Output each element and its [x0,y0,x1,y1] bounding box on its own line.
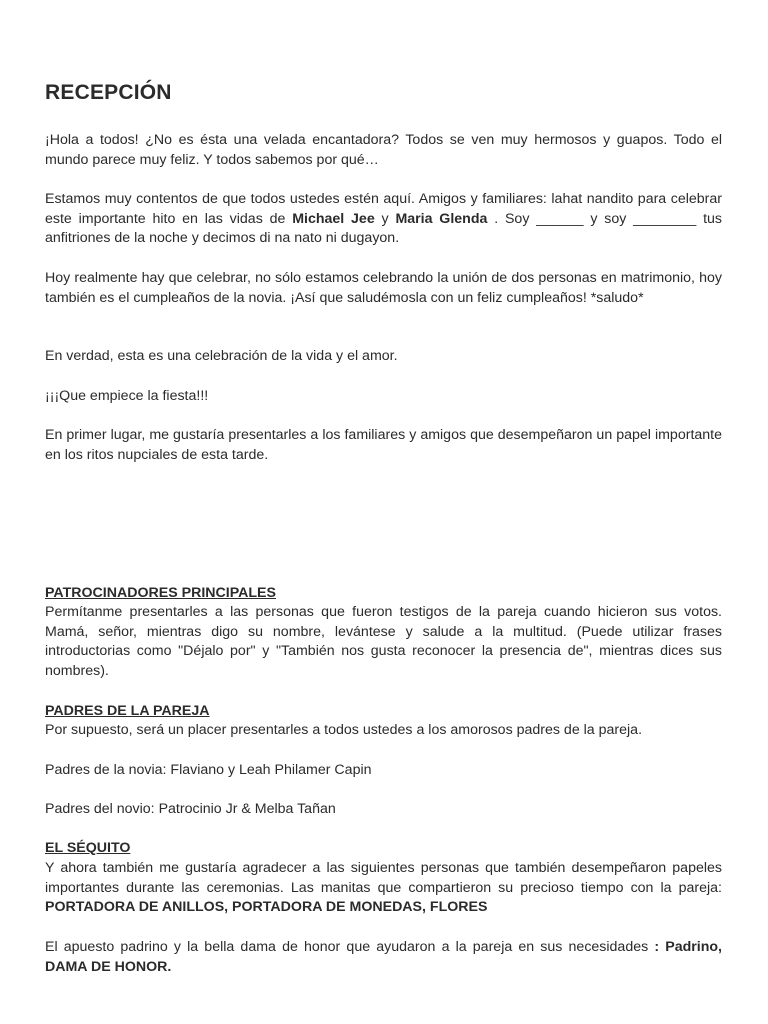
sponsors-paragraph: Permítanme presentarles a las personas que fueron testigos de la pareja cuando hicieron sus votos. Mamá, señor, mientras digo su nombre, levántese y salude a la multitud. (Puede utilizar frases introductorias como "Déjalo por" y "También nos gusta reconocer la presencia de", mientras dices sus nombres). [45,604,722,679]
sponsors-heading: PATROCINADORES PRINCIPALES [45,585,276,601]
intro-paragraph-5: ¡¡¡Que empiece la fiesta!!! [45,388,209,404]
parents-paragraph: Por supuesto, será un placer presentarles a todos ustedes a los amorosos padres de la pareja. [45,722,643,738]
conjunction: y [374,210,396,227]
groom-parents: Padres del novio: Patrocinio Jr & Melba Tañan [45,801,336,817]
bride-name: Maria Glenda [395,210,488,227]
intro-paragraph-2-end: . Soy ______ y soy ________ tus anfitriones de la noche y decimos di na nato ni dugayon. [45,210,723,247]
bride-parents: Padres de la novia: Flaviano y Leah Philamer Capin [45,762,372,778]
entourage-roles: PORTADORA DE ANILLOS, PORTADORA DE MONEDAS, FLORES [45,899,488,916]
parents-heading: PADRES DE LA PAREJA [45,703,210,719]
intro-paragraph-2 [45,190,722,249]
intro-paragraph-3: Hoy realmente hay que celebrar, no sólo estamos celebrando la unión de dos personas en matrimonio, hoy también es el cumpleaños de la novia. ¡Así que saludémosla con un feliz cumpleaños! *saludo* [45,270,722,306]
page-title: RECEPCIÓN [45,81,172,104]
groom-name: Michael Jee [292,210,375,227]
entourage-paragraph-2 [45,938,722,977]
entourage-roles-2: : Padrino, DAMA DE HONOR. [45,939,722,975]
intro-paragraph-4: En verdad, esta es una celebración de la vida y el amor. [45,348,398,364]
entourage-text: Y ahora también me gustaría agradecer a las siguientes personas que también desempeñaron papeles importantes durante las ceremonias. Las manitas que compartieron su precioso tiempo con la pareja: [45,860,722,896]
intro-paragraph-1: ¡Hola a todos! ¿No es ésta una velada encantadora? Todos se ven muy hermosos y guapos. Todo el mundo parece muy feliz. Y todos sabemos por qué… [45,132,722,168]
entourage-text-2: El apuesto padrino y la bella dama de honor que ayudaron a la pareja en sus necesidades [45,939,655,955]
intro-paragraph-2-start: Estamos muy contentos de que todos ustedes estén aquí. Amigos y familiares: lahat nandito para celebrar este importante hito en las vidas de [45,191,722,227]
intro-paragraph-6: En primer lugar, me gustaría presentarles a los familiares y amigos que desempeñaron un papel importante en los ritos nupciales de esta tarde. [45,427,722,463]
entourage-paragraph [45,859,722,918]
entourage-heading: EL SÉQUITO [45,840,131,856]
